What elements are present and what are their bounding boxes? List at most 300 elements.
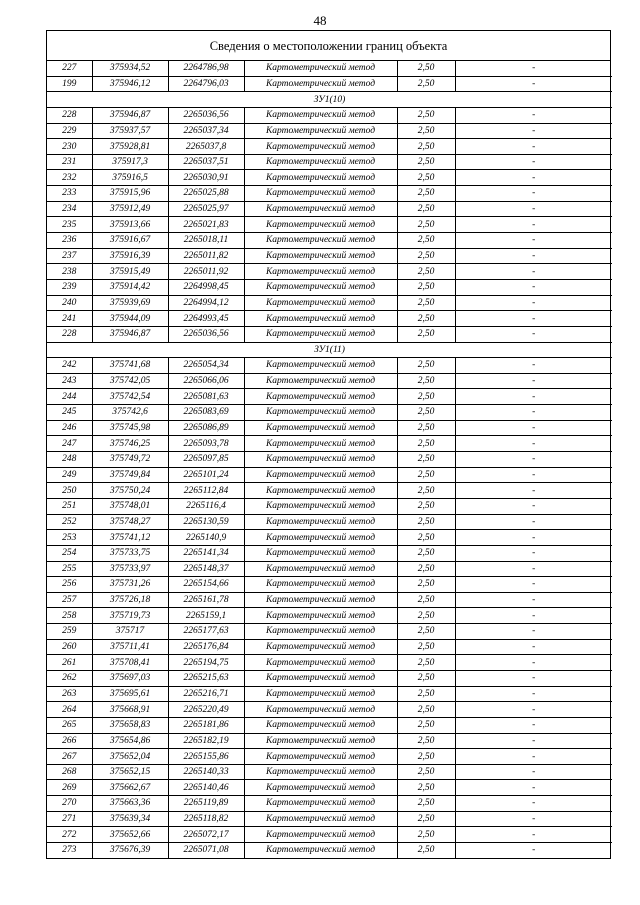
- coordinate-x-cell: 375916,5: [92, 170, 168, 186]
- method-cell: Картометрический метод: [244, 420, 397, 436]
- point-number-cell: 251: [47, 498, 92, 514]
- accuracy-cell: 2,50: [397, 780, 455, 796]
- table-row: [47, 76, 612, 92]
- description-cell: -: [455, 733, 612, 749]
- coordinate-y-cell: 2265116,4: [168, 498, 244, 514]
- table-row: [47, 483, 612, 499]
- accuracy-cell: 2,50: [397, 311, 455, 327]
- method-cell: Картометрический метод: [244, 311, 397, 327]
- method-cell: Картометрический метод: [244, 61, 397, 76]
- method-cell: Картометрический метод: [244, 389, 397, 405]
- point-number-cell: 255: [47, 561, 92, 577]
- description-cell: -: [455, 780, 612, 796]
- coordinate-x-cell: 375726,18: [92, 592, 168, 608]
- method-cell: Картометрический метод: [244, 248, 397, 264]
- coordinate-x-cell: 375652,66: [92, 827, 168, 843]
- point-number-cell: 228: [47, 107, 92, 123]
- method-cell: Картометрический метод: [244, 405, 397, 421]
- accuracy-cell: 2,50: [397, 405, 455, 421]
- description-cell: -: [455, 608, 612, 624]
- table-row: [47, 843, 612, 858]
- description-cell: -: [455, 655, 612, 671]
- description-cell: -: [455, 686, 612, 702]
- coordinate-y-cell: 2265021,83: [168, 217, 244, 233]
- coordinate-x-cell: 375742,05: [92, 373, 168, 389]
- accuracy-cell: 2,50: [397, 139, 455, 155]
- method-cell: Картометрический метод: [244, 452, 397, 468]
- coordinate-y-cell: 2265220,49: [168, 702, 244, 718]
- coordinate-x-cell: 375733,75: [92, 545, 168, 561]
- point-number-cell: 248: [47, 452, 92, 468]
- coordinate-y-cell: 2265194,75: [168, 655, 244, 671]
- table-row: [47, 670, 612, 686]
- description-cell: -: [455, 702, 612, 718]
- accuracy-cell: 2,50: [397, 577, 455, 593]
- coordinate-x-cell: 375731,26: [92, 577, 168, 593]
- description-cell: -: [455, 154, 612, 170]
- accuracy-cell: 2,50: [397, 170, 455, 186]
- description-cell: -: [455, 248, 612, 264]
- point-number-cell: 273: [47, 843, 92, 858]
- method-cell: Картометрический метод: [244, 749, 397, 765]
- coordinate-y-cell: 2265083,69: [168, 405, 244, 421]
- point-number-cell: 269: [47, 780, 92, 796]
- accuracy-cell: 2,50: [397, 811, 455, 827]
- description-cell: -: [455, 264, 612, 280]
- table-row: [47, 452, 612, 468]
- point-number-cell: 232: [47, 170, 92, 186]
- coordinate-x-cell: 375928,81: [92, 139, 168, 155]
- table-row: [47, 827, 612, 843]
- accuracy-cell: 2,50: [397, 217, 455, 233]
- accuracy-cell: 2,50: [397, 796, 455, 812]
- accuracy-cell: 2,50: [397, 295, 455, 311]
- method-cell: Картометрический метод: [244, 545, 397, 561]
- method-cell: Картометрический метод: [244, 561, 397, 577]
- coordinate-x-cell: 375749,84: [92, 467, 168, 483]
- method-cell: Картометрический метод: [244, 170, 397, 186]
- method-cell: Картометрический метод: [244, 717, 397, 733]
- accuracy-cell: 2,50: [397, 107, 455, 123]
- method-cell: Картометрический метод: [244, 780, 397, 796]
- accuracy-cell: 2,50: [397, 201, 455, 217]
- method-cell: Картометрический метод: [244, 655, 397, 671]
- table-row: [47, 436, 612, 452]
- coordinate-y-cell: 2265011,82: [168, 248, 244, 264]
- description-cell: -: [455, 373, 612, 389]
- method-cell: Картометрический метод: [244, 827, 397, 843]
- table-row: [47, 61, 612, 76]
- table-row: [47, 498, 612, 514]
- table-row: [47, 358, 612, 374]
- table-row: [47, 311, 612, 327]
- coordinate-x-cell: 375916,67: [92, 233, 168, 249]
- accuracy-cell: 2,50: [397, 248, 455, 264]
- table-row: [47, 373, 612, 389]
- accuracy-cell: 2,50: [397, 76, 455, 92]
- coordinates-sheet: [46, 30, 611, 859]
- table-row: [47, 811, 612, 827]
- method-cell: Картометрический метод: [244, 123, 397, 139]
- point-number-cell: 267: [47, 749, 92, 765]
- accuracy-cell: 2,50: [397, 686, 455, 702]
- description-cell: -: [455, 530, 612, 546]
- description-cell: -: [455, 827, 612, 843]
- method-cell: Картометрический метод: [244, 843, 397, 858]
- table-row: [47, 170, 612, 186]
- accuracy-cell: 2,50: [397, 373, 455, 389]
- accuracy-cell: 2,50: [397, 514, 455, 530]
- table-row: [47, 107, 612, 123]
- section-label: ЗУ1(10): [47, 92, 612, 108]
- accuracy-cell: 2,50: [397, 61, 455, 76]
- coordinate-x-cell: 375915,49: [92, 264, 168, 280]
- method-cell: Картометрический метод: [244, 154, 397, 170]
- section-row: [47, 342, 612, 358]
- table-row: [47, 639, 612, 655]
- coordinate-x-cell: 375917,3: [92, 154, 168, 170]
- method-cell: Картометрический метод: [244, 686, 397, 702]
- description-cell: -: [455, 796, 612, 812]
- section-row: [47, 92, 612, 108]
- method-cell: Картометрический метод: [244, 76, 397, 92]
- coordinate-x-cell: 375652,04: [92, 749, 168, 765]
- accuracy-cell: 2,50: [397, 530, 455, 546]
- coordinate-x-cell: 375711,41: [92, 639, 168, 655]
- coordinate-y-cell: 2265161,78: [168, 592, 244, 608]
- page-number: 48: [313, 13, 327, 28]
- accuracy-cell: 2,50: [397, 233, 455, 249]
- coordinate-x-cell: 375946,12: [92, 76, 168, 92]
- accuracy-cell: 2,50: [397, 467, 455, 483]
- coordinate-x-cell: 375697,03: [92, 670, 168, 686]
- coordinate-x-cell: 375749,72: [92, 452, 168, 468]
- coordinate-y-cell: 2265011,92: [168, 264, 244, 280]
- coordinate-x-cell: 375695,61: [92, 686, 168, 702]
- coordinate-x-cell: 375915,96: [92, 186, 168, 202]
- accuracy-cell: 2,50: [397, 717, 455, 733]
- coordinates-table-body: [47, 61, 612, 858]
- coordinate-y-cell: 2265216,71: [168, 686, 244, 702]
- table-row: [47, 608, 612, 624]
- table-row: [47, 686, 612, 702]
- method-cell: Картометрический метод: [244, 733, 397, 749]
- table-row: [47, 764, 612, 780]
- coordinate-x-cell: 375746,25: [92, 436, 168, 452]
- method-cell: Картометрический метод: [244, 577, 397, 593]
- description-cell: -: [455, 592, 612, 608]
- coordinate-x-cell: 375946,87: [92, 107, 168, 123]
- accuracy-cell: 2,50: [397, 498, 455, 514]
- coordinate-x-cell: 375745,98: [92, 420, 168, 436]
- description-cell: -: [455, 624, 612, 640]
- method-cell: Картометрический метод: [244, 358, 397, 374]
- table-row: [47, 279, 612, 295]
- description-cell: -: [455, 76, 612, 92]
- coordinate-y-cell: 2265182,19: [168, 733, 244, 749]
- coordinate-x-cell: 375742,54: [92, 389, 168, 405]
- table-row: [47, 248, 612, 264]
- description-cell: -: [455, 217, 612, 233]
- description-cell: -: [455, 420, 612, 436]
- coordinate-x-cell: 375741,12: [92, 530, 168, 546]
- coordinate-x-cell: 375748,01: [92, 498, 168, 514]
- coordinate-y-cell: 2264998,45: [168, 279, 244, 295]
- method-cell: Картометрический метод: [244, 217, 397, 233]
- description-cell: -: [455, 639, 612, 655]
- method-cell: Картометрический метод: [244, 467, 397, 483]
- table-row: [47, 561, 612, 577]
- point-number-cell: 242: [47, 358, 92, 374]
- coordinate-x-cell: 375719,73: [92, 608, 168, 624]
- description-cell: -: [455, 358, 612, 374]
- accuracy-cell: 2,50: [397, 436, 455, 452]
- coordinate-y-cell: 2265155,86: [168, 749, 244, 765]
- description-cell: -: [455, 764, 612, 780]
- accuracy-cell: 2,50: [397, 358, 455, 374]
- table-row: [47, 749, 612, 765]
- table-row: [47, 217, 612, 233]
- accuracy-cell: 2,50: [397, 592, 455, 608]
- description-cell: -: [455, 233, 612, 249]
- method-cell: Картометрический метод: [244, 498, 397, 514]
- description-cell: -: [455, 170, 612, 186]
- method-cell: Картометрический метод: [244, 139, 397, 155]
- description-cell: -: [455, 295, 612, 311]
- method-cell: Картометрический метод: [244, 796, 397, 812]
- description-cell: -: [455, 670, 612, 686]
- coordinate-x-cell: 375654,86: [92, 733, 168, 749]
- coordinate-x-cell: 375662,67: [92, 780, 168, 796]
- point-number-cell: 262: [47, 670, 92, 686]
- method-cell: Картометрический метод: [244, 233, 397, 249]
- description-cell: -: [455, 389, 612, 405]
- description-cell: -: [455, 107, 612, 123]
- point-number-cell: 246: [47, 420, 92, 436]
- point-number-cell: 260: [47, 639, 92, 655]
- coordinate-x-cell: 375916,39: [92, 248, 168, 264]
- method-cell: Картометрический метод: [244, 592, 397, 608]
- coordinate-y-cell: 2265141,34: [168, 545, 244, 561]
- point-number-cell: 231: [47, 154, 92, 170]
- point-number-cell: 243: [47, 373, 92, 389]
- point-number-cell: 256: [47, 577, 92, 593]
- coordinate-x-cell: 375676,39: [92, 843, 168, 858]
- coordinate-x-cell: 375748,27: [92, 514, 168, 530]
- method-cell: Картометрический метод: [244, 624, 397, 640]
- accuracy-cell: 2,50: [397, 561, 455, 577]
- point-number-cell: 250: [47, 483, 92, 499]
- description-cell: -: [455, 279, 612, 295]
- description-cell: -: [455, 545, 612, 561]
- coordinate-y-cell: 2265101,24: [168, 467, 244, 483]
- coordinate-y-cell: 2265140,33: [168, 764, 244, 780]
- coordinate-y-cell: 2265025,97: [168, 201, 244, 217]
- coordinate-x-cell: 375733,97: [92, 561, 168, 577]
- table-row: [47, 420, 612, 436]
- table-title: Сведения о местоположении границ объекта: [47, 31, 610, 61]
- table-row: [47, 186, 612, 202]
- coordinate-x-cell: 375750,24: [92, 483, 168, 499]
- point-number-cell: 228: [47, 326, 92, 342]
- coordinate-y-cell: 2264796,03: [168, 76, 244, 92]
- coordinate-x-cell: 375668,91: [92, 702, 168, 718]
- accuracy-cell: 2,50: [397, 279, 455, 295]
- point-number-cell: 263: [47, 686, 92, 702]
- method-cell: Картометрический метод: [244, 186, 397, 202]
- coordinate-x-cell: 375946,87: [92, 326, 168, 342]
- coordinate-x-cell: 375639,34: [92, 811, 168, 827]
- method-cell: Картометрический метод: [244, 608, 397, 624]
- table-row: [47, 326, 612, 342]
- point-number-cell: 257: [47, 592, 92, 608]
- coordinate-x-cell: 375939,69: [92, 295, 168, 311]
- coordinate-y-cell: 2265018,11: [168, 233, 244, 249]
- table-row: [47, 592, 612, 608]
- coordinate-y-cell: 2265148,37: [168, 561, 244, 577]
- method-cell: Картометрический метод: [244, 514, 397, 530]
- point-number-cell: 241: [47, 311, 92, 327]
- point-number-cell: 238: [47, 264, 92, 280]
- point-number-cell: 234: [47, 201, 92, 217]
- coordinate-y-cell: 2265159,1: [168, 608, 244, 624]
- point-number-cell: 266: [47, 733, 92, 749]
- point-number-cell: 261: [47, 655, 92, 671]
- description-cell: -: [455, 186, 612, 202]
- method-cell: Картометрический метод: [244, 811, 397, 827]
- point-number-cell: 253: [47, 530, 92, 546]
- coordinate-y-cell: 2265036,56: [168, 326, 244, 342]
- coordinate-x-cell: 375658,83: [92, 717, 168, 733]
- description-cell: -: [455, 311, 612, 327]
- method-cell: Картометрический метод: [244, 295, 397, 311]
- table-row: [47, 780, 612, 796]
- coordinate-y-cell: 2265093,78: [168, 436, 244, 452]
- coordinate-y-cell: 2265025,88: [168, 186, 244, 202]
- coordinate-y-cell: 2265181,86: [168, 717, 244, 733]
- method-cell: Картометрический метод: [244, 326, 397, 342]
- method-cell: Картометрический метод: [244, 530, 397, 546]
- point-number-cell: 270: [47, 796, 92, 812]
- accuracy-cell: 2,50: [397, 264, 455, 280]
- method-cell: Картометрический метод: [244, 670, 397, 686]
- accuracy-cell: 2,50: [397, 186, 455, 202]
- point-number-cell: 254: [47, 545, 92, 561]
- description-cell: -: [455, 405, 612, 421]
- description-cell: -: [455, 123, 612, 139]
- coordinate-y-cell: 2265177,63: [168, 624, 244, 640]
- description-cell: -: [455, 139, 612, 155]
- method-cell: Картометрический метод: [244, 702, 397, 718]
- description-cell: -: [455, 483, 612, 499]
- point-number-cell: 245: [47, 405, 92, 421]
- table-row: [47, 702, 612, 718]
- point-number-cell: 258: [47, 608, 92, 624]
- accuracy-cell: 2,50: [397, 843, 455, 858]
- coordinate-y-cell: 2265086,89: [168, 420, 244, 436]
- point-number-cell: 265: [47, 717, 92, 733]
- point-number-cell: 235: [47, 217, 92, 233]
- coordinate-x-cell: 375944,09: [92, 311, 168, 327]
- coordinate-y-cell: 2265119,89: [168, 796, 244, 812]
- table-row: [47, 530, 612, 546]
- coordinate-x-cell: 375742,6: [92, 405, 168, 421]
- coordinate-x-cell: 375717: [92, 624, 168, 640]
- point-number-cell: 239: [47, 279, 92, 295]
- coordinate-y-cell: 2265140,9: [168, 530, 244, 546]
- coordinate-x-cell: 375912,49: [92, 201, 168, 217]
- coordinate-x-cell: 375741,68: [92, 358, 168, 374]
- coordinate-y-cell: 2265066,06: [168, 373, 244, 389]
- accuracy-cell: 2,50: [397, 764, 455, 780]
- table-row: [47, 405, 612, 421]
- coordinate-y-cell: 2265215,63: [168, 670, 244, 686]
- accuracy-cell: 2,50: [397, 483, 455, 499]
- table-row: [47, 295, 612, 311]
- accuracy-cell: 2,50: [397, 655, 455, 671]
- accuracy-cell: 2,50: [397, 733, 455, 749]
- coordinate-y-cell: 2265118,82: [168, 811, 244, 827]
- description-cell: -: [455, 436, 612, 452]
- accuracy-cell: 2,50: [397, 154, 455, 170]
- coordinate-y-cell: 2265154,66: [168, 577, 244, 593]
- method-cell: Картометрический метод: [244, 201, 397, 217]
- accuracy-cell: 2,50: [397, 639, 455, 655]
- point-number-cell: 240: [47, 295, 92, 311]
- description-cell: -: [455, 467, 612, 483]
- coordinate-x-cell: 375913,66: [92, 217, 168, 233]
- description-cell: -: [455, 61, 612, 76]
- point-number-cell: 268: [47, 764, 92, 780]
- coordinate-x-cell: 375934,52: [92, 61, 168, 76]
- accuracy-cell: 2,50: [397, 827, 455, 843]
- coordinate-y-cell: 2265112,84: [168, 483, 244, 499]
- accuracy-cell: 2,50: [397, 420, 455, 436]
- point-number-cell: 259: [47, 624, 92, 640]
- table-row: [47, 796, 612, 812]
- description-cell: -: [455, 498, 612, 514]
- point-number-cell: 249: [47, 467, 92, 483]
- table-row: [47, 624, 612, 640]
- description-cell: -: [455, 326, 612, 342]
- method-cell: Картометрический метод: [244, 264, 397, 280]
- method-cell: Картометрический метод: [244, 107, 397, 123]
- table-row: [47, 389, 612, 405]
- accuracy-cell: 2,50: [397, 389, 455, 405]
- coordinate-y-cell: 2265037,8: [168, 139, 244, 155]
- point-number-cell: 237: [47, 248, 92, 264]
- point-number-cell: 252: [47, 514, 92, 530]
- table-row: [47, 545, 612, 561]
- description-cell: -: [455, 717, 612, 733]
- accuracy-cell: 2,50: [397, 702, 455, 718]
- point-number-cell: 227: [47, 61, 92, 76]
- coordinate-x-cell: 375914,42: [92, 279, 168, 295]
- section-label: ЗУ1(11): [47, 342, 612, 358]
- coordinate-x-cell: 375652,15: [92, 764, 168, 780]
- coordinate-y-cell: 2264994,12: [168, 295, 244, 311]
- description-cell: -: [455, 843, 612, 858]
- coordinate-x-cell: 375663,36: [92, 796, 168, 812]
- table-row: [47, 717, 612, 733]
- table-row: [47, 514, 612, 530]
- point-number-cell: 272: [47, 827, 92, 843]
- description-cell: -: [455, 811, 612, 827]
- coordinate-y-cell: 2265054,34: [168, 358, 244, 374]
- description-cell: -: [455, 749, 612, 765]
- accuracy-cell: 2,50: [397, 452, 455, 468]
- table-row: [47, 154, 612, 170]
